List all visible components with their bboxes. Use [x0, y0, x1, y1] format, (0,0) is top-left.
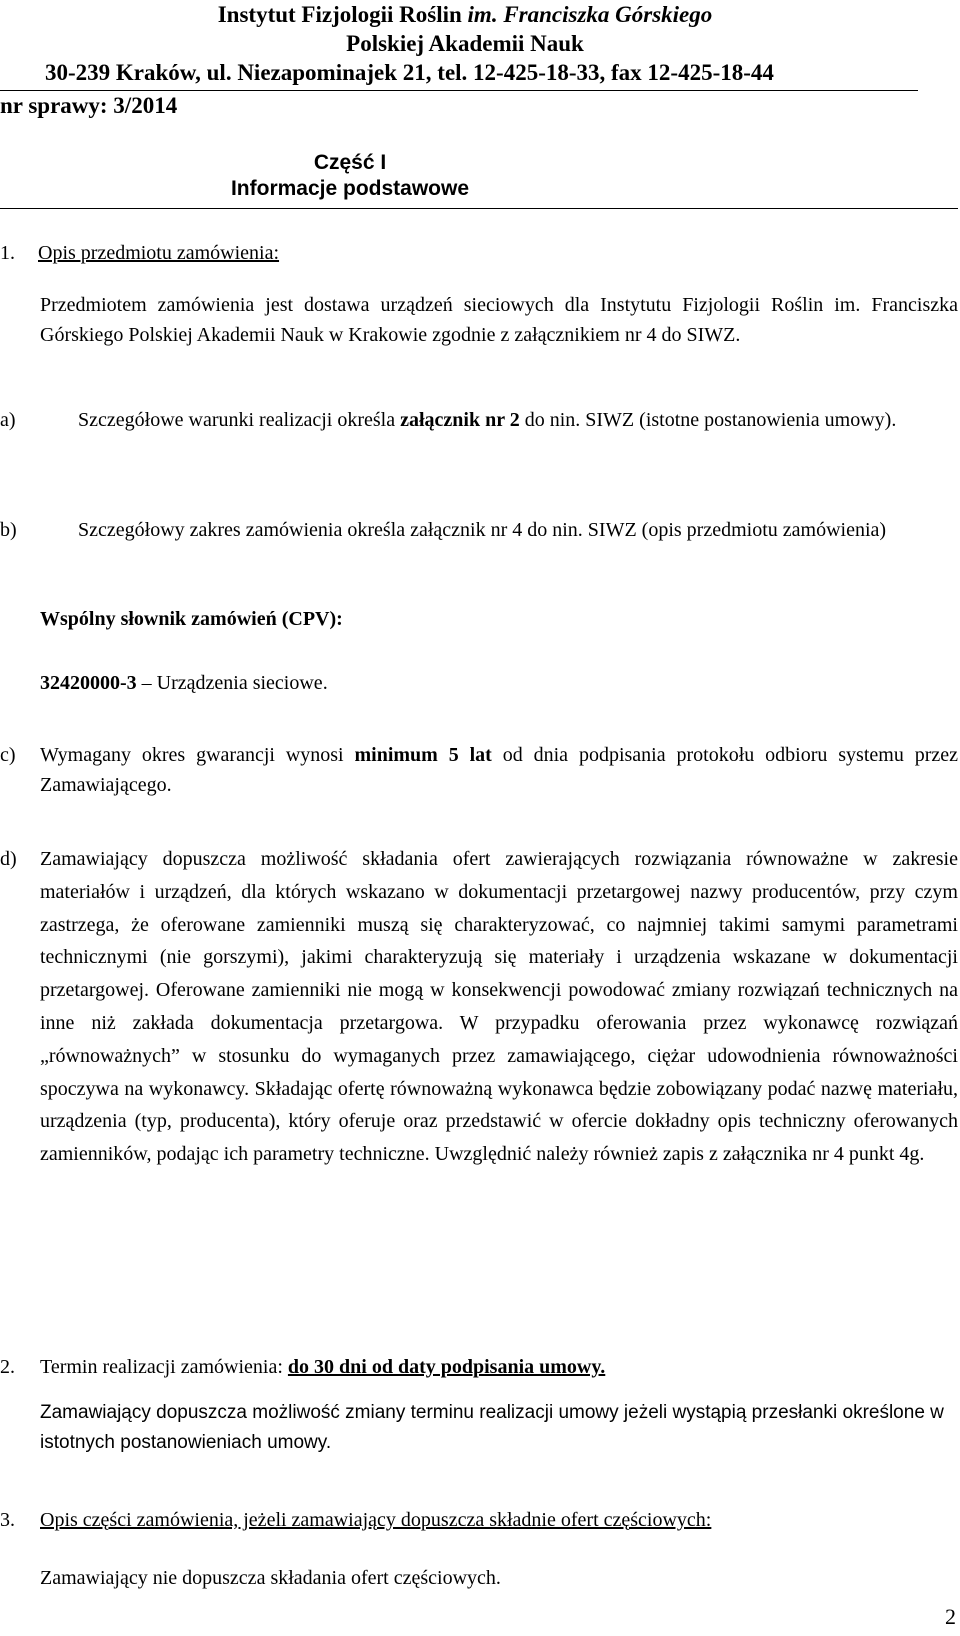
header-line-1: Instytut Fizjologii Roślin im. Franciszka Górskiego	[217, 2, 713, 27]
part-divider	[0, 208, 958, 209]
cpv-entry: 32420000-3 – Urządzenia sieciowe.	[40, 672, 328, 694]
part-title: Część I	[313, 151, 387, 174]
section-2: 2. Termin realizacji zamówienia: do 30 dni od daty podpisania umowy. Zamawiający dopuszcza możliwość zmiany terminu realizacji umowy jeżeli wystąpią przesłanki określone w istotnych postanowieniach umowy.	[0, 1352, 958, 1458]
case-number: nr sprawy: 3/2014	[0, 93, 178, 118]
institution-header	[150, 0, 780, 58]
item-d: d) Zamawiający dopuszcza możliwość składania ofert zawierających rozwiązania równoważne w zakresie materiałów i urządzeń, dla których wskazano w dokumentacji przetargowej nazwy producentów, przy czym zastrzega, że oferowane zamienniki muszą się charakteryzować, co najmniej takimi samymi parametrami technicznymi (nie gorszymi), jakimi charakteryzują się materiały i urządzenia wskazane w dokumentacji przetargowej. Oferowane zamienniki nie mogą w konsekwencji powodować zmiany rozwiązań technicznych na inne niż zakłada dokumentacja przetargowa. W przypadku oferowania przez wykonawcę rozwiązań „równoważnych” w stosunku do wymaganych przez zamawiającego, ciężar udowodnienia równoważności spoczywa na wykonawcy. Składając ofertę równoważną wykonawca będzie zobowiązany podać nazwę materiału, urządzenia (typ, producenta), który oferuje oraz przedstawić w ofercie dokładny opis techniczny oferowanych zamienników, podając ich parametry techniczne. Uwzględnić należy również zapis z załącznika nr 4 punkt 4g.	[0, 848, 958, 1166]
cpv-title: Wspólny słownik zamówień (CPV):	[40, 608, 343, 630]
section-3: 3. Opis części zamówienia, jeżeli zamawiający dopuszcza składnie ofert częściowych: Zamawiający nie dopuszcza składania ofert częściowych.	[0, 1505, 958, 1593]
section-3-text: Zamawiający nie dopuszcza składania ofert częściowych.	[40, 1567, 501, 1589]
section-2-note: Zamawiający dopuszcza możliwość zmiany terminu realizacji umowy jeżeli wystąpią przesłanki określone w istotnych postanowieniach umowy.	[40, 1402, 944, 1453]
section-3-title: Opis części zamówienia, jeżeli zamawiający dopuszcza składnie ofert częściowych:	[40, 1509, 712, 1531]
part-heading	[0, 150, 700, 202]
item-c: c) Wymagany okres gwarancji wynosi minimum 5 lat od dnia podpisania protokołu odbioru systemu przez Zamawiającego.	[0, 744, 958, 796]
delivery-deadline: do 30 dni od daty podpisania umowy.	[287, 1356, 606, 1378]
item-b: b) Szczegółowy zakres zamówienia określa załącznik nr 4 do nin. SIWZ (opis przedmiotu zamówienia)	[0, 519, 887, 541]
header-divider	[0, 90, 918, 91]
page-number: 2	[945, 1604, 956, 1629]
section-1-heading: 1. Opis przedmiotu zamówienia:	[0, 242, 280, 264]
section-1-intro: Przedmiotem zamówienia jest dostawa urządzeń sieciowych dla Instytutu Fizjologii Roślin im. Franciszka Górskiego Polskiej Akademii Nauk w Krakowie zgodnie z załącznikiem nr 4 do SIWZ.	[40, 294, 958, 346]
item-a: a) Szczegółowe warunki realizacji określa załącznik nr 2 do nin. SIWZ (istotne postanowienia umowy).	[0, 409, 897, 431]
header-line-3: 30-239 Kraków, ul. Niezapominajek 21, tel. 12-425-18-33, fax 12-425-18-44	[45, 60, 774, 85]
header-line-2: Polskiej Akademii Nauk	[346, 31, 584, 56]
part-subtitle: Informacje podstawowe	[230, 177, 470, 200]
